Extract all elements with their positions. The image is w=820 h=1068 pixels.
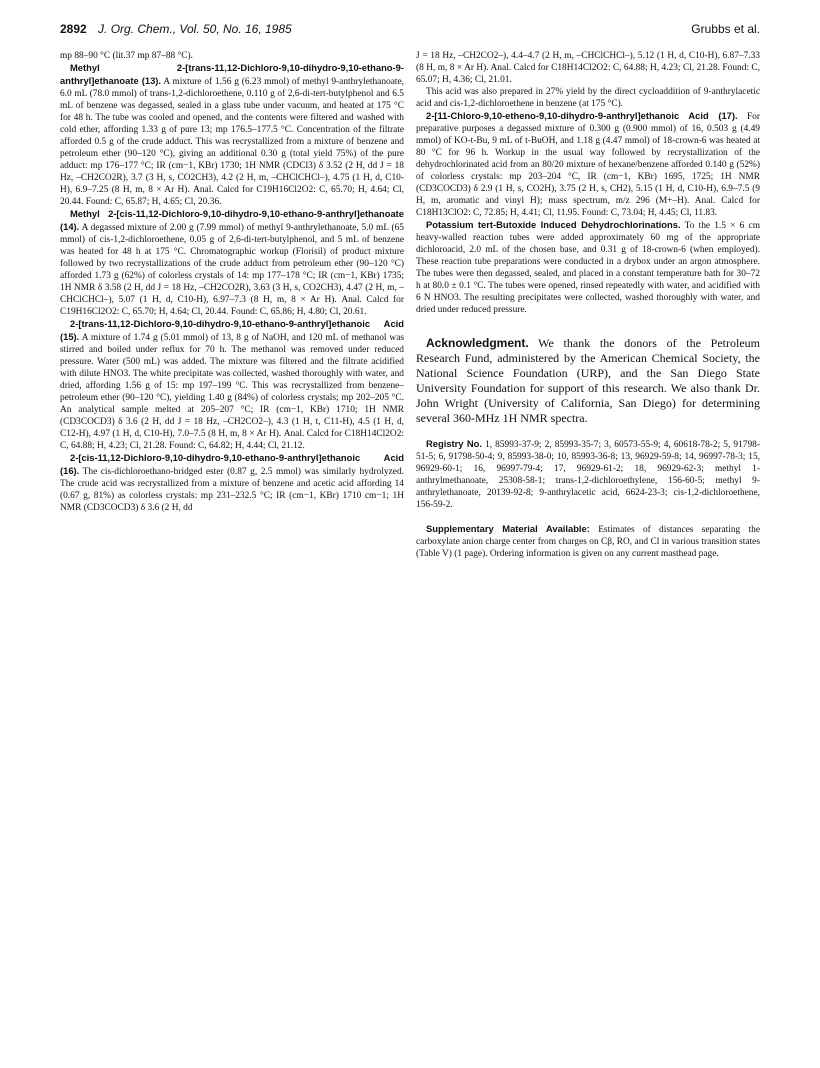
compound-15-heading: 2-[trans-11,12-Dichloro-9,10-dihydro-9,10-ethano-9-anthryl]ethanoic Acid (15). bbox=[60, 318, 404, 342]
paragraph-compound-14 bbox=[60, 208, 404, 318]
supplementary-heading: Supplementary Material Available: bbox=[426, 523, 590, 534]
page-number: 2892 bbox=[60, 22, 87, 36]
compound-16-heading: 2-[cis-11,12-Dichloro-9,10-dihydro-9,10-ethano-9-anthryl]ethanoic Acid (16). bbox=[60, 452, 404, 476]
paragraph-dehydrochlorination bbox=[416, 219, 760, 316]
compound-13-heading: Methyl 2-[trans-11,12-Dichloro-9,10-dihydro-9,10-ethano-9-anthryl]ethanoate (13). bbox=[60, 62, 404, 86]
compound-17-heading: 2-[11-Chloro-9,10-etheno-9,10-dihydro-9-anthryl]ethanoic Acid (17). bbox=[426, 110, 738, 121]
paragraph-continued: mp 88–90 °C (lit.37 mp 87–88 °C). bbox=[60, 51, 194, 61]
running-authors: Grubbs et al. bbox=[691, 22, 760, 36]
running-header bbox=[60, 22, 760, 42]
supplementary-body: Estimates of distances separating the carboxylate anion charge center from charges on Cβ, RO, and Cl in various transition states (Table V) (1 page). Ordering information is given on any current masthead page. bbox=[416, 525, 760, 559]
journal-citation: J. Org. Chem., Vol. 50, No. 16, 1985 bbox=[98, 22, 292, 36]
acknowledgment-heading: Acknowledgment. bbox=[426, 336, 529, 350]
supplementary-material bbox=[416, 523, 760, 560]
registry-heading: Registry No. bbox=[426, 438, 482, 449]
paragraph-compound-15 bbox=[60, 318, 404, 452]
acknowledgment-body: We thank the donors of the Petroleum Research Fund, administered by the American Chemical Society, the National Science Foundation (URP), and the San Diego State University Foundation for support of this research. We also thank Dr. John Wright (University of California, San Diego) for determining several 360-MHz 1H NMR spectra. bbox=[416, 336, 760, 425]
compound-13-body: A mixture of 1.56 g (6.23 mmol) of methyl 9-anthrylethanoate, 6.0 mL (78.0 mmol) of trans-1,2-dichloroethene, 0.110 g of 2,6-di-tert-butylphenol and 6.5 mL of benzene was degassed, sealed in a glass tube under vacuum, and heated at 175 °C for 48 h. The tube was cooled and opened, and the contents were filtered and washed with cold ether, affording 1.33 g of pure 13; mp 176.5–177.5 °C. Concentration of the filtrate afforded 0.5 g of the crude adduct. This was recrystallized from a mixture of benzene and petroleum ether (90–120 °C), giving an additional 0.30 g (total yield 75%) of the pure adduct: mp 176–177 °C; IR (cm−1, KBr) 1730; 1H NMR (CDCl3) δ 3.52 (2 H, dd J = 18 Hz, –CH2CO2R), 3.7 (3 H, s, CO2CH3), 4.2 (2 H, m, –CHClCHCl–), 4.75 (1 H, d, C10-H), 6.9–7.25 (8 H, m, 8 × Ar H). Anal. Calcd for C19H16Cl2O2: C, 65.70; H, 4.64; Cl, 20.44. Found: C, 65.87; H, 4.65; Cl, 20.36. bbox=[60, 77, 404, 207]
paragraph-compound-17 bbox=[416, 110, 760, 219]
acknowledgment bbox=[416, 336, 760, 426]
compound-16-body: The cis-dichloroethano-bridged ester (0.87 g, 2.5 mmol) was similarly hydrolyzed. The crude acid was recrystallized from a mixture of benzene and acetic acid affording 14 (0.67 g, 81%) as colorless crystals: mp 231–232.5 °C; IR (cm−1, KBr) 1710 cm−1; 1H NMR (CD3COCD3) δ 3.6 (2 H, dd bbox=[60, 467, 404, 513]
paragraph-compound-13 bbox=[60, 62, 404, 208]
registry-body: 1, 85993-37-9; 2, 85993-35-7; 3, 60573-55-9; 4, 60618-78-2; 5, 91798-51-5; 6, 91798-50-4; 9, 85993-38-0; 10, 85993-36-8; 13, 96929-59-8; 14, 96997-78-3; 15, 96929-60-1; 16, 96997-79-4; 17, 96929-61-2; 18, 96929-62-3; methyl 1-anthrylmethanoate, 25308-58-1; trans-1,2-dichloroethylene, 156-60-5; methyl 9-anthrylethanoate, 20139-92-8; 9-anthrylacetic acid, 6624-23-3; cis-1,2-dichloroethene, 156-59-2. bbox=[416, 440, 760, 510]
paragraph-compound-16 bbox=[60, 452, 404, 514]
compound-14-body: A degassed mixture of 2.00 g (7.99 mmol) of methyl 9-anthrylethanoate, 5.0 mL (65 mmol) of cis-1,2-dichloroethene, 0.05 g of 2,6-di-tert-butylphenol, and 5 mL of benzene was heated for 48 h at 175 °C. Chromatographic workup (Florisil) of product mixture followed by two recrystallizations of the crude adduct from petroleum ether (90–120 °C) afforded 1.73 g (62%) of colorless crystals of 14: mp 177–178 °C; IR (cm−1, KBr) 1735; 1H NMR δ 3.58 (2 H, dd J = 18 Hz, –CH2CO2R), 3.63 (3 H, s, CO2CH3), 4.47 (2 H, m, –CHClCHCl–), 5.07 (1 H, d, C10-H), 6.97–7.3 (8 H, m, 8 × Ar H). Anal. Calcd for C19H16Cl2O2: C, 65.70; H, 4.64; Cl, 20.44. Found: C, 65.86; H, 4.80; Cl, 20.61. bbox=[60, 223, 404, 317]
compound-15-body: A mixture of 1.74 g (5.01 mmol) of 13, 8 g of NaOH, and 120 mL of methanol was stirred and boiled under reflux for 70 h. The methanol was removed under reduced pressure. Water (500 mL) was added. The mixture was filtered and the filtrate acidified with dilute HNO3. The white precipitate was collected, washed thoroughly with water, and dried, affording 1.56 g of 15: mp 197–199 °C. This was recrystallized from benzene–petroleum ether (90–120 °C), yielding 1.40 g (84%) of colorless crystals; mp 202–205 °C. An analytical sample melted at 205–207 °C; IR (cm−1, KBr) 1710; 1H NMR (CD3COCD3) δ 3.6 (2 H, dd J = 18 Hz, –CH2CO2–), 4.3 (1 H, t, C11-H), 4.5 (1 H, d, C12-H), 4.97 (1 H, d, C10-H), 7.0–7.5 (8 H, m, 8 × Ar H). Anal. Calcd for C18H14Cl2O2: C, 64.88; H, 4.23; Cl, 21.28. Found: C, 64.82; H, 4.44; Cl, 21.12. bbox=[60, 333, 405, 451]
right-column bbox=[416, 50, 760, 560]
compound-17-body: For preparative purposes a degassed mixture of 0.300 g (0.900 mmol) of 16, 0.503 g (4.49 mmol) of KO-t-Bu, 9 mL of t-BuOH, and 1.18 g (4.47 mmol) of 18-crown-6 was heated at 80 °C for 96 h. Workup in the usual way followed by recrystallization of the dehydrochlorinated acid from an 80/20 mixture of hexane/benzene afforded 0.140 g (52%) of colorless crystals: mp 203–204 °C, IR (cm−1, KBr) 1695, 1725; 1H NMR (CD3COCD3) δ 2.9 (1 H, s, CO2H), 3.75 (2 H, s, CH2), 5.15 (1 H, d, C10-H), 6.9–7.5 (9 H, m, aromatic and vinyl H); mass spectrum, m/z 296 (M+–H). Anal. Calcd for C18H13ClO2: C, 72.85; H, 4.41; Cl, 11.95. Found: C, 73.04; H, 4.45; Cl, 11.83. bbox=[416, 112, 760, 218]
dehydrochlorination-body: To the 1.5 × 6 cm heavy-walled reaction tubes were added approximately 60 mg of the appropriate dichloroacid, 2.0 mL of the chosen base, and 0.31 g of 18-crown-6 (when employed). These reaction tube preparations were conducted in a drybox under an argon atmosphere. The tubes were then degassed, sealed, and placed in a constant temperature bath for 30–72 h at 80.0 ± 0.1 °C. The tubes were opened, rinsed repeatedly with water, and acidified with 6 N HNO3. The resulting precipitates were collected, washed thoroughly with water, and dried under reduced pressure. bbox=[416, 221, 760, 315]
registry-numbers bbox=[416, 438, 760, 511]
left-column bbox=[60, 50, 404, 514]
dehydrochlorination-heading: Potassium tert-Butoxide Induced Dehydrochlorinations. bbox=[426, 219, 681, 230]
paragraph-direct-cycloaddition: This acid was also prepared in 27% yield by the direct cycloaddition of 9-anthrylacetic acid and cis-1,2-dichloroethene in benzene (at 175 °C). bbox=[416, 87, 760, 109]
paragraph-continued-right: J = 18 Hz, –CH2CO2–), 4.4–4.7 (2 H, m, –CHClCHCl–), 5.12 (1 H, d, C10-H), 6.87–7.33 (8 H, m, 8 × Ar H). Anal. Calcd for C18H14Cl2O2: C, 64.88; H, 4.23; Cl, 21.28. Found: C, 65.07; H, 4.36; Cl, 21.01. bbox=[416, 51, 760, 85]
compound-14-heading: Methyl 2-[cis-11,12-Dichloro-9,10-dihydro-9,10-ethano-9-anthryl]ethanoate (14). bbox=[60, 208, 404, 232]
